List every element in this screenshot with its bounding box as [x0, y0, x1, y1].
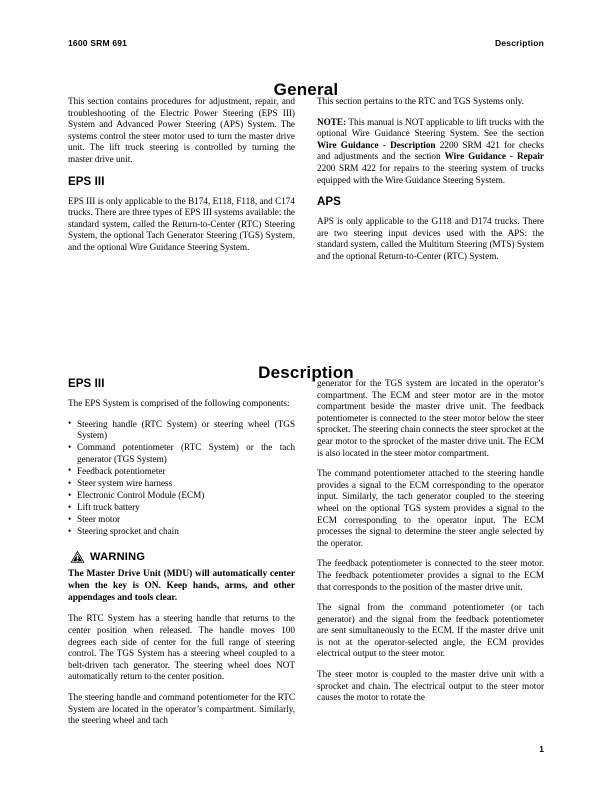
bullet-icon: • [68, 441, 72, 452]
running-head-left: 1600 SRM 691 [68, 38, 128, 48]
section-heading-eps-iii-description: EPS III [68, 378, 105, 390]
description-signal-paragraph: The signal from the command potentiometer (or tach generator) and the signal from the feedback potentiometer are sent simultaneously to the ECM. If the master drive unit is not at the operator-selected angle, the ECM provides electrical output to the steer motor. [317, 602, 544, 659]
list-item [68, 419, 295, 442]
chapter-title-description: Description [258, 363, 354, 383]
description-components-intro: The EPS System is comprised of the following components: [68, 398, 290, 408]
list-item-label: Steer system wire harness [77, 478, 173, 489]
list-item-label: Steer motor [77, 514, 121, 525]
note-text-part-2: 2200 SRM 421 for checks and adjustments and the section [317, 139, 544, 162]
warning-label: WARNING [90, 551, 146, 564]
section-heading-eps-iii-general: EPS III [68, 175, 105, 188]
description-generator-paragraph: generator for the TGS system are located in the operator’s compartment. The ECM and steer motor are in the motor compartment beside the master drive unit. The feedback potentiometer is connected to the steer motor below the steer sprocket. The steering chain connects the steer sprocket at the gear motor to the sprocket of the master drive unit. The ECM is also located in the steer motor compartment. [317, 378, 544, 458]
bullet-icon: • [68, 525, 72, 536]
description-rtc-paragraph: The RTC System has a steering handle that returns to the center position when released. The handle moves 100 degrees each side of center for the full range of steering control. The TGS System has a steering wheel coupled to a belt-driven tach generator. The steering wheel does NOT automatically return to the center position. [68, 613, 295, 682]
list-item [68, 466, 295, 478]
general-note-paragraph [317, 117, 544, 187]
list-item-label: Feedback potentiometer [77, 465, 166, 476]
description-right-column [317, 378, 544, 727]
bullet-icon: • [68, 477, 72, 488]
warning-triangle-icon [70, 550, 85, 564]
page-number: 1 [539, 744, 544, 754]
general-right-column [317, 96, 544, 263]
description-steer-motor-paragraph: The steer motor is coupled to the master drive unit with a sprocket and chain. The electrical output to the steer motor causes the motor to rotate the [317, 669, 544, 703]
list-item-label: Steering sprocket and chain [77, 526, 179, 537]
note-reference-wire-guidance-description: Wire Guidance - Description [317, 139, 436, 150]
warning-header [70, 550, 295, 564]
running-head [68, 38, 544, 48]
running-head-right: Description [495, 38, 544, 48]
bullet-icon: • [68, 501, 72, 512]
list-item [68, 526, 295, 538]
general-columns [68, 96, 544, 263]
list-item-label: Electronic Control Module (ECM) [77, 490, 205, 501]
list-item-label: Command potentiometer (RTC System) or the tach generator (TGS System) [77, 442, 295, 464]
components-list [68, 419, 295, 538]
note-text-part-1: This manual is NOT applicable to lift trucks with the optional Wire Guidance Steering System. See the section [317, 116, 544, 139]
list-item [68, 490, 295, 502]
chapter-title-general: General [273, 80, 339, 100]
description-columns [68, 378, 544, 727]
list-item-label: Steering handle (RTC System) or steering wheel (TGS System) [77, 418, 295, 441]
bullet-icon: • [68, 489, 72, 500]
note-reference-wire-guidance-repair: Wire Guidance - Repair [444, 151, 544, 162]
list-item [68, 502, 295, 514]
description-command-paragraph: The command potentiometer attached to the steering handle provides a signal to the ECM corresponding to the operator input. Similarly, the tach generator coupled to the steering wheel on the optional TGS system provides a signal to the ECM corresponding to the operator input. The ECM processes the signal to determine the steer angle selected by the operator. [317, 468, 544, 548]
general-aps-paragraph: APS is only applicable to the G118 and D174 trucks. There are two steering input devices used with the APS: the standard system, called the Multiturn Steering (MTS) System and the optional Return-to-Center (RTC) System. [317, 216, 544, 261]
bullet-icon: • [68, 465, 72, 476]
warning-text: The Master Drive Unit (MDU) will automatically center when the key is ON. Keep hands, arms, and other appendages and tools clear. [68, 569, 295, 603]
section-heading-aps: APS [317, 196, 341, 209]
list-item [68, 514, 295, 526]
list-item [68, 478, 295, 490]
note-text-part-3: 2200 SRM 422 for repairs to the steering system of trucks equipped with the Wire Guidance Steering System. [317, 162, 544, 185]
bullet-icon: • [68, 513, 72, 524]
list-item [68, 442, 295, 465]
list-item-label: Lift truck battery [77, 502, 140, 513]
note-label: NOTE: [317, 116, 347, 127]
description-left-column [68, 378, 295, 727]
description-location-paragraph: The steering handle and command potentiometer for the RTC System are located in the operator’s compartment. Similarly, the steering wheel and tach [68, 691, 295, 726]
general-pertains-paragraph: This section pertains to the RTC and TGS Systems only. [317, 96, 524, 106]
bullet-icon: • [68, 418, 72, 429]
general-intro-paragraph: This section contains procedures for adjustment, repair, and troubleshooting of the Electric Power Steering (EPS III) System and Advanced Power Steering (APS) System. The systems control the steer motor used to turn the master drive unit. The lift truck steering is controlled by turning the master drive unit. [68, 96, 295, 164]
general-eps-paragraph: EPS III is only applicable to the B174, E118, F118, and C174 trucks. There are three types of EPS III systems available: the standard system, called the Return-to-Center (RTC) Steering System, the optional Tach Generator Steering (TGS) System, and the optional Wire Guidance Steering System. [68, 195, 295, 252]
general-left-column [68, 96, 295, 263]
description-feedback-paragraph: The feedback potentiometer is connected to the steer motor. The feedback potentiometer provides a signal to the ECM that corresponds to the position of the master drive unit. [317, 558, 544, 592]
